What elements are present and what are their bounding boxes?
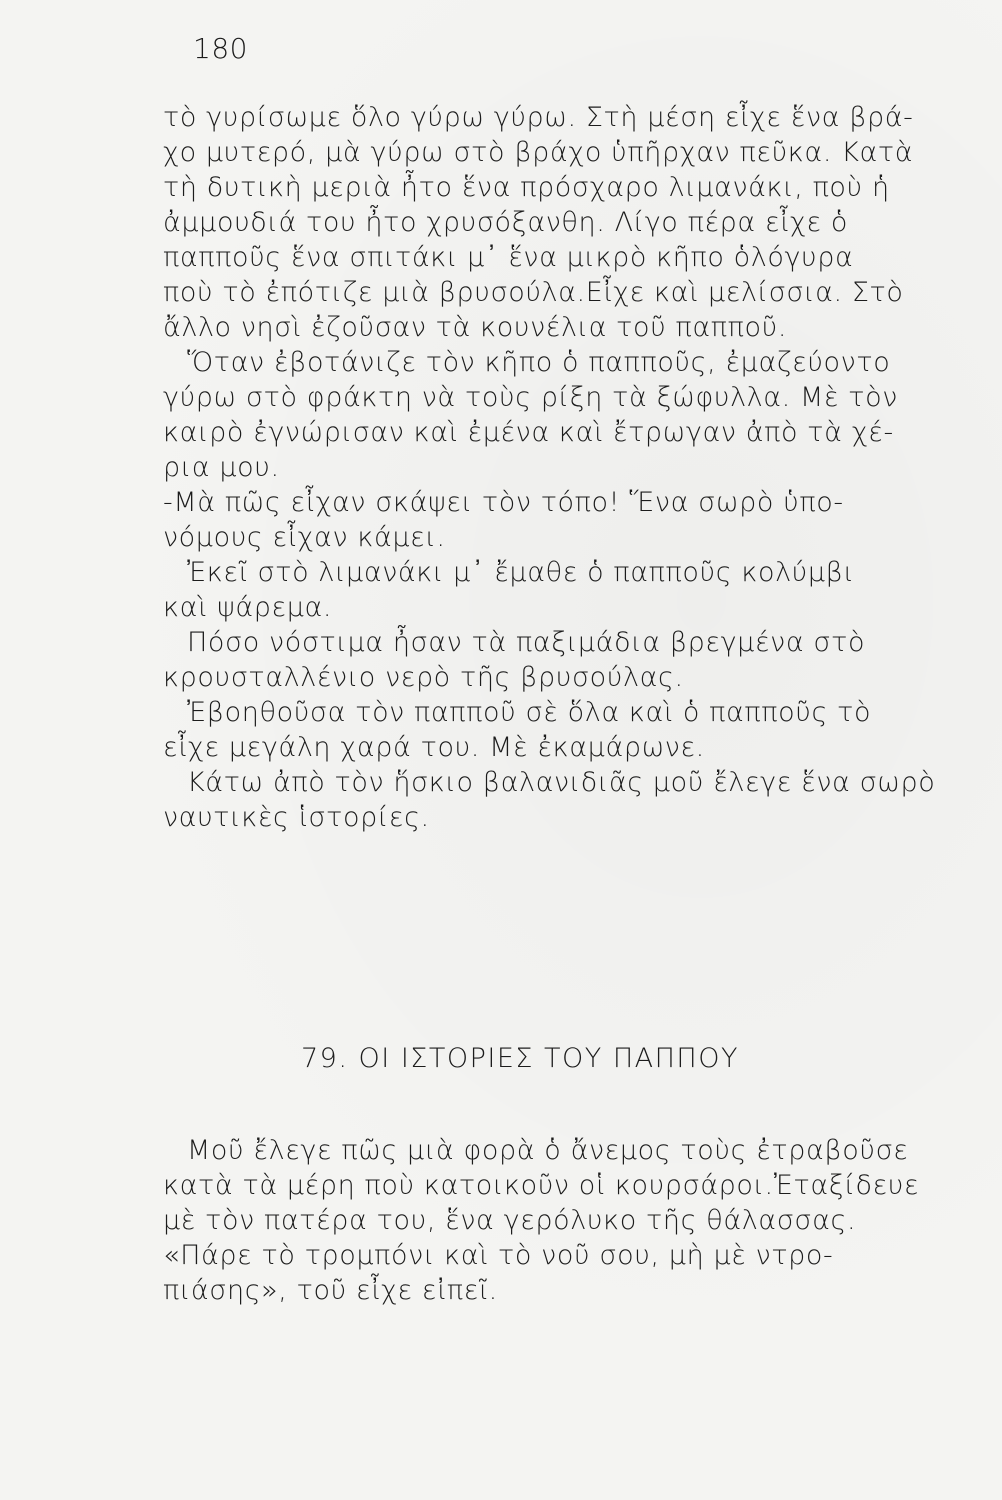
text-line: εἶχε μεγάλη χαρά του. Μὲ ἐκαμάρωνε. xyxy=(163,732,705,763)
text-line: Κάτω ἀπὸ τὸν ἥσκιο βαλανιδιᾶς μοῦ ἔλεγε ἕνα σωρὸ xyxy=(187,767,936,798)
text-line: Μοῦ ἔλεγε πῶς μιὰ φορὰ ὁ ἄνεμος τοὺς ἐτραβοῦσε xyxy=(187,1135,909,1166)
text-line: καὶ ψάρεμα. xyxy=(163,592,333,623)
text-line: γύρω στὸ φράκτη νὰ τοὺς ρίξη τὰ ξώφυλλα. Μὲ τὸν xyxy=(163,382,898,413)
text-line: ἀμμουδιά του ἦτο χρυσόξανθη. Λίγο πέρα εἶχε ὁ xyxy=(163,207,848,238)
body-text-section-1 xyxy=(163,100,968,835)
text-line: ρια μου. xyxy=(163,452,280,483)
text-line: χο μυτερό, μὰ γύρω στὸ βράχο ὑπῆρχαν πεῦκα. Κατὰ xyxy=(163,137,914,168)
text-line: ποὺ τὸ ἐπότιζε μιὰ βρυσούλα.Εἶχε καὶ μελίσσια. Στὸ xyxy=(163,277,904,308)
text-line: κατὰ τὰ μέρη ποὺ κατοικοῦν οἱ κουρσάροι.Ἐταξίδευε xyxy=(163,1170,920,1201)
text-line: τὴ δυτικὴ μεριὰ ἦτο ἕνα πρόσχαρο λιμανάκι, ποὺ ἡ xyxy=(163,172,890,203)
text-line: «Πάρε τὸ τρομπόνι καὶ τὸ νοῦ σου, μὴ μὲ ντρο- xyxy=(163,1240,834,1271)
text-line: πιάσης», τοῦ εἶχε εἰπεῖ. xyxy=(163,1275,498,1306)
text-line: νόμους εἶχαν κάμει. xyxy=(163,522,446,553)
text-line: ἄλλο νησὶ ἐζοῦσαν τὰ κουνέλια τοῦ παπποῦ. xyxy=(163,312,788,343)
body-text-section-2 xyxy=(163,1133,968,1308)
page-number: 180 xyxy=(193,32,248,65)
text-line: Ἐκεῖ στὸ λιμανάκι μ᾽ ἔμαθε ὁ παπποῦς κολύμβι xyxy=(187,557,855,588)
text-line: Ἐβοηθοῦσα τὸν παπποῦ σὲ ὅλα καὶ ὁ παπποῦς τὸ xyxy=(187,697,872,728)
text-line: -Μὰ πῶς εἶχαν σκάψει τὸν τόπο! Ἕνα σωρὸ ὑπο- xyxy=(163,487,844,518)
text-line: παπποῦς ἕνα σπιτάκι μ᾽ ἕνα μικρὸ κῆπο ὁλόγυρα xyxy=(163,242,854,273)
chapter-heading: 79. ΟΙ ΙΣΤΟΡΙΕΣ ΤΟΥ ΠΑΠΠΟΥ xyxy=(301,1043,739,1074)
text-line: τὸ γυρίσωμε ὅλο γύρω γύρω. Στὴ μέση εἶχε ἕνα βρά- xyxy=(163,102,914,133)
text-line: κρουσταλλένιο νερὸ τῆς βρυσούλας. xyxy=(163,662,684,693)
text-line: καιρὸ ἐγνώρισαν καὶ ἐμένα καὶ ἔτρωγαν ἀπὸ τὰ χέ- xyxy=(163,417,894,448)
text-line: Πόσο νόστιμα ἦσαν τὰ παξιμάδια βρεγμένα στὸ xyxy=(187,627,866,658)
text-line: μὲ τὸν πατέρα του, ἕνα γερόλυκο τῆς θάλασσας. xyxy=(163,1205,857,1236)
text-line: ναυτικὲς ἱστορίες. xyxy=(163,802,430,833)
text-line: Ὅταν ἐβοτάνιζε τὸν κῆπο ὁ παπποῦς, ἐμαζεύοντο xyxy=(187,347,891,378)
